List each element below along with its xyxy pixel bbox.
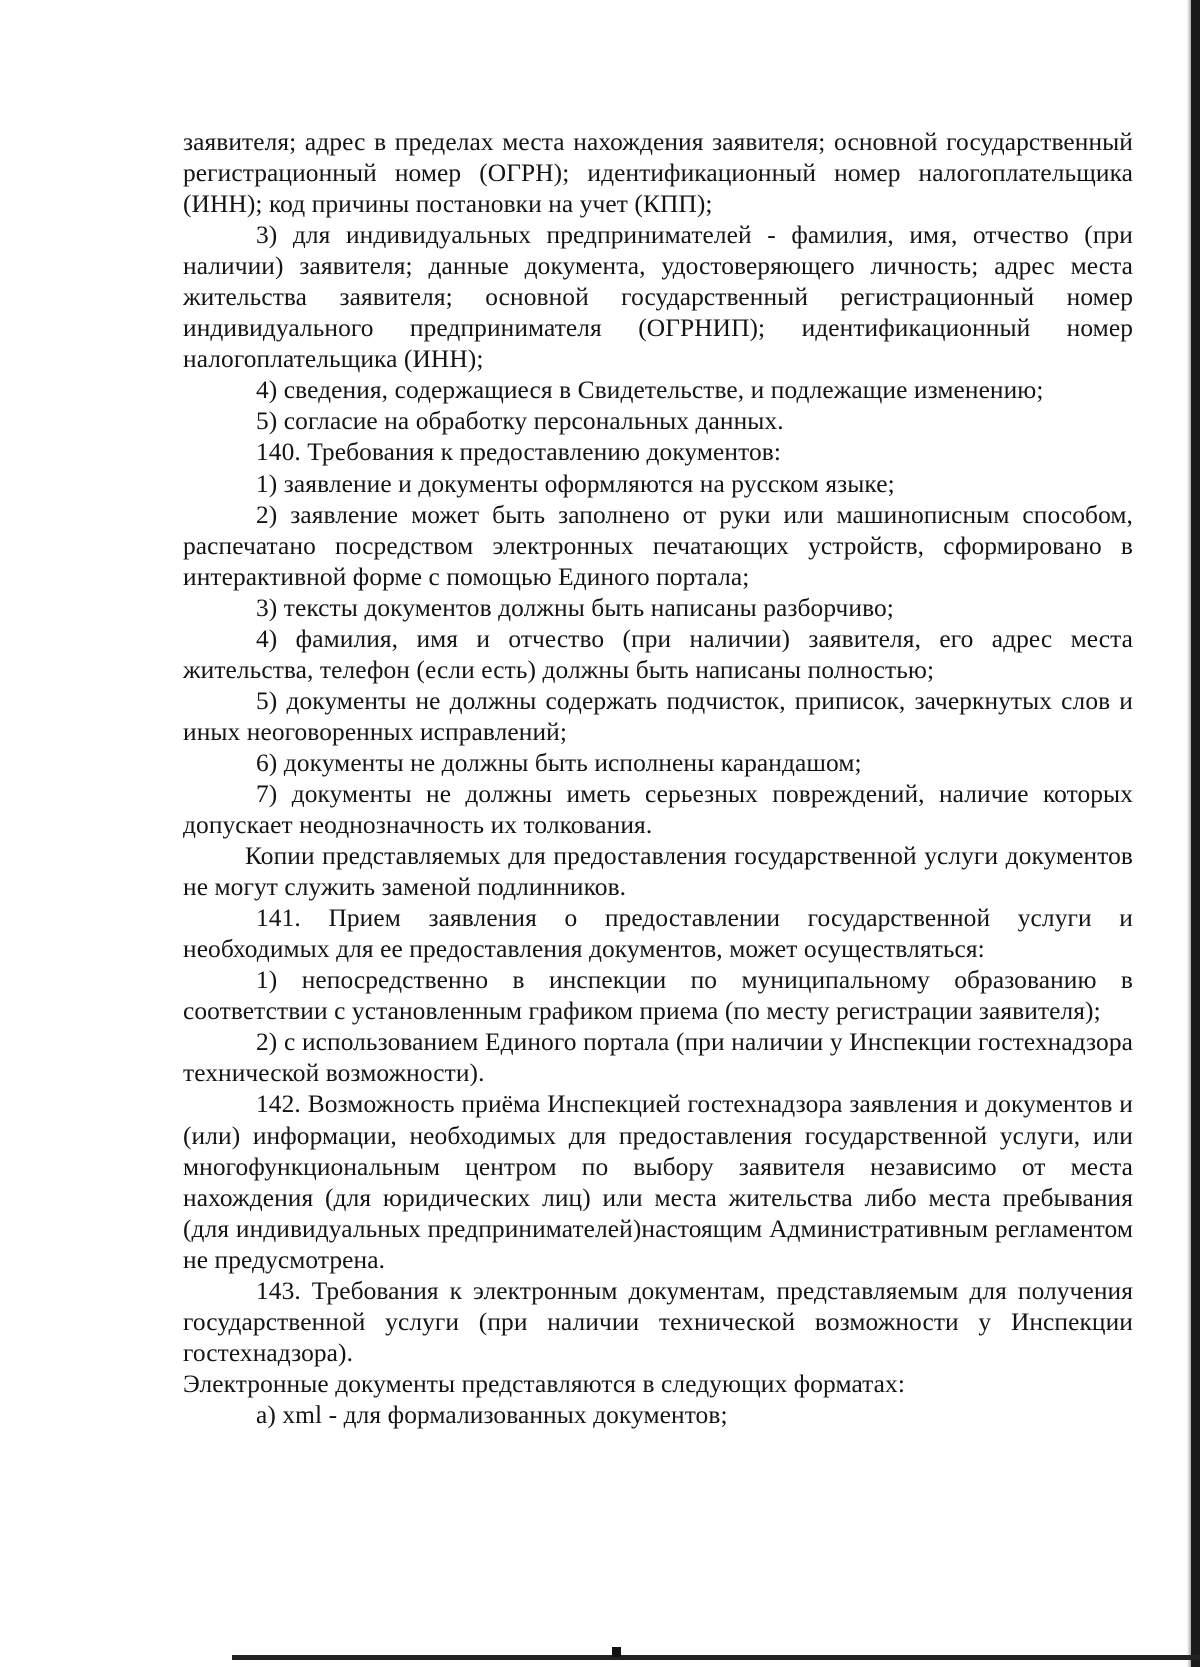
- paragraph-applicant-details: заявителя; адрес в пределах места нахождения заявителя; основной государственный регистрационный номер (ОГРН); идентификационный номер налогоплательщика (ИНН); код причины постановки на учет (КПП);: [183, 128, 1133, 219]
- list-item-5-consent: 5) согласие на обработку персональных данных.: [256, 407, 784, 436]
- clause-140-item-1: 1) заявление и документы оформляются на русском языке;: [256, 469, 895, 498]
- clause-141-heading: 141. Прием заявления о предоставлении государственной услуги и необходимых для ее предоставления документов, может осуществляться:: [183, 904, 1133, 964]
- clause-140-item-6: 6) документы не должны быть исполнены карандашом;: [256, 748, 862, 777]
- clause-140-item-2: 2) заявление может быть заполнено от руки или машинописным способом, распечатано посредством электронных печатающих устройств, сформировано в интерактивной форме с помощью Единого портала;: [183, 500, 1133, 591]
- format-item-a-xml: а) xml - для формализованных документов;: [256, 1400, 728, 1429]
- clause-140-item-7: 7) документы не должны иметь серьезных повреждений, наличие которых допускает неоднозначность их толкования.: [183, 779, 1133, 840]
- clause-140-item-3: 3) тексты документов должны быть написаны разборчиво;: [256, 593, 894, 622]
- scan-speck: [612, 1647, 621, 1657]
- paragraph-copies: Копии представляемых для предоставления государственной услуги документов не могут служить заменой подлинников.: [183, 842, 1133, 902]
- scan-bottom-line: [232, 1655, 1200, 1660]
- clause-141-item-2: 2) с использованием Единого портала (при наличии у Инспекции гостехнадзора технической возможности).: [183, 1028, 1133, 1088]
- clause-142: 142. Возможность приёма Инспекцией гостехнадзора заявления и документов и (или) информации, необходимых для предоставления государственной услуги, или многофункциональным центром по выбору заявителя независимо от места нахождения (для юридических лиц) или места жительства либо места пребывания (для индивидуальных предпринимателей)настоящим Административным регламентом не предусмотрена.: [183, 1090, 1133, 1274]
- clause-140-item-5: 5) документы не должны содержать подчисток, приписок, зачеркнутых слов и иных неоговоренных исправлений;: [183, 686, 1133, 746]
- clause-140-item-4: 4) фамилия, имя и отчество (при наличии) заявителя, его адрес места жительства, телефон (если есть) должны быть написаны полностью;: [183, 624, 1133, 684]
- clause-143: 143. Требования к электронным документам, представляемым для получения государственной услуги (при наличии технической возможности у Инспекции гостехнадзора).: [183, 1276, 1133, 1367]
- document-body: [183, 127, 1133, 1431]
- clause-141-item-1: 1) непосредственно в инспекции по муниципальному образованию в соответствии с установленным графиком приема (по месту регистрации заявителя);: [183, 966, 1133, 1026]
- paragraph-formats-intro: Электронные документы представляются в следующих форматах:: [183, 1369, 905, 1398]
- list-item-4-certificate-info: 4) сведения, содержащиеся в Свидетельстве, и подлежащие изменению;: [256, 376, 1044, 405]
- clause-140-heading: 140. Требования к предоставлению документов:: [256, 438, 781, 467]
- scan-edge: [1191, 0, 1200, 1667]
- list-item-3-entrepreneurs: 3) для индивидуальных предпринимателей - фамилия, имя, отчество (при наличии) заявителя; данные документа, удостоверяющего личность; адрес места жительства заявителя; основной государственный регистрационный номер индивидуального предпринимателя (ОГРНИП); идентификационный номер налогоплательщика (ИНН);: [183, 221, 1133, 374]
